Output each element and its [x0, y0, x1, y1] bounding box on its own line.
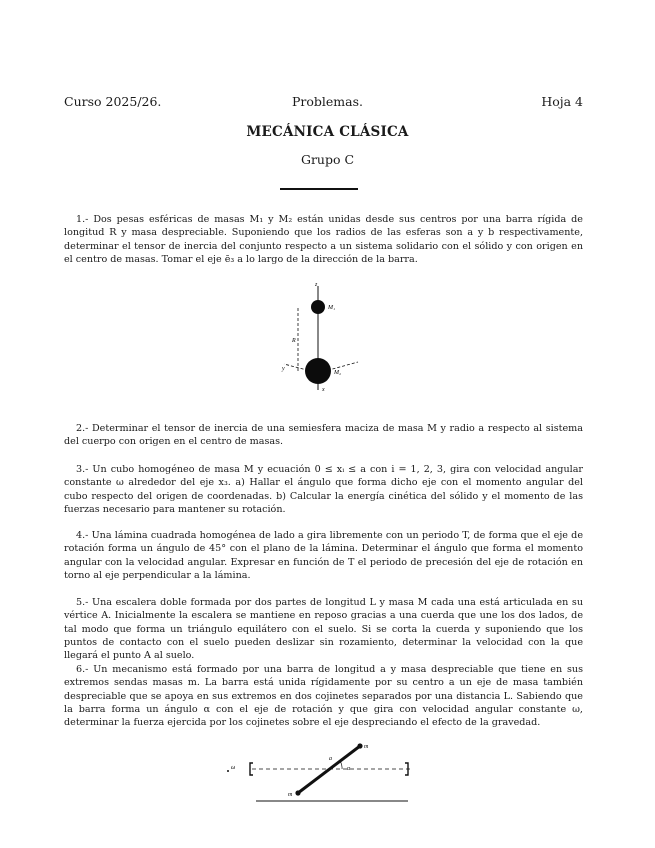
- problem-5: 5.- Una escalera doble formada por dos partes de longitud L y masa M cada una está articulada en su vértice A. Inicialmente la escalera se mantiene en reposo gracias a una cuerda que une los dos lados, de tal modo que forma un triángulo equilátero con el suelo. Si se corta la cuerda y suponiendo que los puntos de contacto con el suelo pueden deslizar sin rozamiento, determinar la velocidad con la que llegará el punto A al suelo.: [64, 597, 583, 662]
- page-title: MECÁNICA CLÁSICA: [246, 124, 409, 140]
- problem-4: 4.- Una lámina cuadrada homogénea de lado a gira libremente con un periodo T, de forma que el eje de rotación forma un ángulo de 45° con el plano de la lámina. Determinar el ángulo que forma el momento angular con la velocidad angular. Expresar en función de T el periodo de precesión del eje de rotación en torno al eje perpendicular a la lámina.: [64, 530, 583, 581]
- label-z: z: [315, 282, 318, 288]
- group-label: Grupo C: [300, 152, 355, 167]
- label-m-bottom: m: [288, 792, 293, 798]
- label-m-top: m: [364, 744, 369, 750]
- section-label: Problemas.: [291, 94, 363, 109]
- figure-rotating-bar: [222, 740, 418, 806]
- label-omega: ω: [231, 765, 236, 771]
- rigid-bar: [298, 746, 360, 793]
- mass-m1-sphere: [311, 300, 325, 314]
- label-alpha: α: [347, 766, 351, 772]
- sheet-label: Hoja 4: [541, 94, 583, 109]
- problem-3: 3.- Un cubo homogéneo de masa M y ecuación 0 ≤ xᵢ ≤ a con i = 1, 2, 3, gira con velocidad angular constante ω alrededor del eje x₃. a) Hallar el ángulo que forma dicho eje con el momento angular del cubo respecto del origen de coordenadas. b) Calcular la energía cinética del sólido y el momento de las fuerzas necesario para mantener su rotación.: [64, 464, 583, 515]
- figure-dumbbell: [270, 278, 380, 396]
- mass-m2-sphere: [305, 358, 331, 384]
- omega-dot: [227, 770, 229, 772]
- label-m2: M₂: [334, 370, 342, 376]
- problem-1: 1.- Dos pesas esféricas de masas M₁ y M₂ están unidas desde sus centros por una barra rígida de longitud R y masa despreciable. Suponiendo que los radios de las esferas son a y b respectivamente, determinar el tensor de inercia del conjunto respecto a un sistema solidario con el sólido y con origen en el centro de masas. Tomar el eje ē₃ a lo largo de la dirección de la barra.: [64, 214, 583, 265]
- label-x: x: [322, 387, 325, 393]
- course-label: Curso 2025/26.: [64, 94, 162, 109]
- mass-top: [357, 743, 362, 748]
- label-a: a: [329, 756, 332, 762]
- mass-bottom: [295, 790, 300, 795]
- problem-2: 2.- Determinar el tensor de inercia de una semiesfera maciza de masa M y radio a respecto al sistema del cuerpo con origen en el centro de masas.: [64, 423, 583, 448]
- label-y: y: [282, 366, 285, 372]
- label-r: R: [292, 338, 296, 344]
- label-m1: M₁: [328, 305, 336, 311]
- problem-6: 6.- Un mecanismo está formado por una barra de longitud a y masa despreciable que tiene en sus extremos sendas masas m. La barra está unida rígidamente por su centro a un eje de masa también despreciable que se apoya en sus extremos en dos cojinetes separados por una distancia L. Sabiendo que la barra forma un ángulo α con el eje de rotación y que gira con velocidad angular constante ω, determinar la fuerza ejercida por los cojinetes sobre el eje despreciando el efecto de la gravedad.: [64, 664, 583, 729]
- title-rule: [280, 188, 358, 190]
